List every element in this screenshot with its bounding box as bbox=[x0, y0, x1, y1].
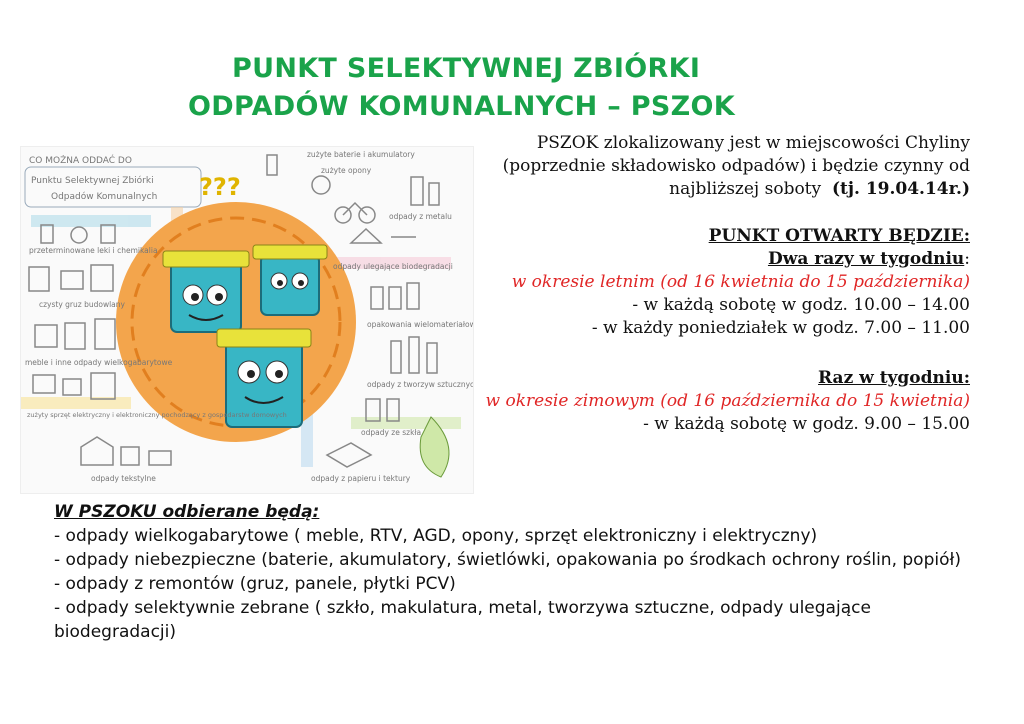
recycling-poster-graphic bbox=[20, 146, 474, 494]
svg-text:odpady ulegające biodegradacji: odpady ulegające biodegradacji bbox=[333, 262, 453, 271]
svg-text:opakowania wielomateriałowe: opakowania wielomateriałowe bbox=[367, 320, 473, 329]
summer-hours-saturday: - w każdą sobotę w godz. 10.00 – 14.00 bbox=[632, 295, 970, 315]
list-item: - odpady selektywnie zebrane ( szkło, makulatura, metal, tworzywa sztuczne, odpady ulegające biodegradacji) bbox=[54, 598, 871, 642]
poster-illustration bbox=[21, 147, 473, 493]
svg-text:odpady z tworzyw sztucznych: odpady z tworzyw sztucznych bbox=[367, 380, 473, 389]
intro-line: PSZOK zlokalizowany jest w miejscowości Chyliny bbox=[536, 133, 970, 153]
list-item: - odpady niebezpieczne (baterie, akumulatory, świetlówki, opakowania po środkach ochrony roślin, popiół) bbox=[54, 550, 961, 570]
intro-line: (poprzednie składowisko odpadów) i będzie czynny od bbox=[502, 156, 970, 176]
winter-frequency: Raz w tygodniu: bbox=[818, 368, 970, 388]
opening-heading: PUNKT OTWARTY BĘDZIE: bbox=[708, 226, 970, 246]
winter-period: w okresie zimowym (od 16 października do 15 kwietnia) bbox=[485, 391, 970, 411]
poster-question-marks: ??? bbox=[199, 173, 241, 201]
poster-header: CO MOŻNA ODDAĆ DO bbox=[29, 156, 132, 166]
summer-frequency: Dwa razy w tygodniu: bbox=[767, 249, 970, 269]
svg-text:zużyte baterie i akumulatory: zużyte baterie i akumulatory bbox=[307, 150, 415, 159]
svg-text:odpady tekstylne: odpady tekstylne bbox=[91, 474, 156, 483]
svg-text:zużyte opony: zużyte opony bbox=[321, 166, 372, 175]
list-item: - odpady wielkogabarytowe ( meble, RTV, AGD, opony, sprzęt elektroniczny i elektryczny) bbox=[54, 526, 818, 546]
opening-hours-winter bbox=[486, 367, 970, 436]
poster-name-line2: Odpadów Komunalnych bbox=[51, 192, 158, 202]
svg-text:czysty gruz budowlany: czysty gruz budowlany bbox=[39, 300, 125, 309]
summer-period: w okresie letnim (od 16 kwietnia do 15 października) bbox=[511, 272, 970, 292]
page-title-line1: PUNKT SELEKTYWNEJ ZBIÓRKI bbox=[232, 53, 701, 84]
accepted-waste-list bbox=[54, 500, 984, 644]
svg-text:przeterminowane leki i chemika: przeterminowane leki i chemikalia bbox=[29, 246, 158, 255]
intro-line bbox=[503, 178, 970, 201]
summer-hours-monday: - w każdy poniedziałek w godz. 7.00 – 11.00 bbox=[591, 318, 970, 338]
poster-name-line1: Punktu Selektywnej Zbiórki bbox=[31, 176, 154, 186]
svg-text:odpady ze szkła: odpady ze szkła bbox=[361, 428, 422, 437]
accepted-heading: W PSZOKU odbierane będą: bbox=[54, 502, 320, 522]
list-item: - odpady z remontów (gruz, panele, płytki PCV) bbox=[54, 574, 456, 594]
svg-text:odpady z papieru i tektury: odpady z papieru i tektury bbox=[311, 474, 411, 483]
svg-text:odpady z metalu: odpady z metalu bbox=[389, 212, 452, 221]
intro-line-prefix: najbliższej soboty bbox=[669, 179, 822, 199]
intro-text bbox=[503, 132, 970, 201]
start-date: (tj. 19.04.14r.) bbox=[831, 179, 970, 199]
page-title-line2: ODPADÓW KOMUNALNYCH – PSZOK bbox=[188, 91, 735, 122]
svg-text:zużyty sprzęt elektryczny i el: zużyty sprzęt elektryczny i elektroniczny pochodzący z gospodarstw domowych bbox=[27, 411, 287, 419]
opening-hours-summer bbox=[512, 225, 970, 340]
winter-hours-saturday: - w każdą sobotę w godz. 9.00 – 15.00 bbox=[643, 414, 970, 434]
svg-text:meble i inne odpady wielkogaba: meble i inne odpady wielkogabarytowe bbox=[25, 358, 173, 367]
